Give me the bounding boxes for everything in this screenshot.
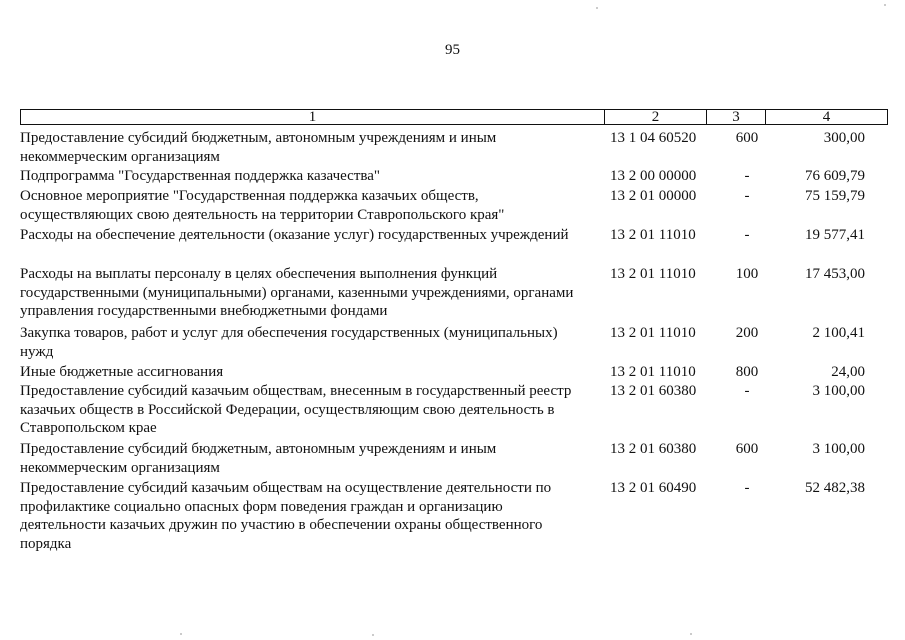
row-amount: 52 482,38 [805,480,865,496]
row-amount: 300,00 [823,130,865,146]
row-code: 13 2 01 11010 [610,364,696,380]
scan-speck [596,7,598,9]
column-header-2: 2 [605,110,707,125]
row-description: Основное мероприятие "Государственная поддержка казачьих обществ, осуществляющих свою деятельность на территории Ставропольского края" [20,188,505,223]
row-code: 13 2 01 60380 [610,383,697,399]
row-code: 13 2 01 11010 [610,266,696,282]
row-expense-type: 600 [735,130,759,146]
row-code: 13 1 04 60520 [610,130,697,146]
row-expense-type: - [744,227,750,243]
row-amount: 2 100,41 [812,325,865,341]
column-header-4: 4 [766,110,888,125]
column-header-row [21,110,888,125]
row-description: Расходы на обеспечение деятельности (оказание услуг) государственных учреждений [20,227,569,243]
row-amount: 19 577,41 [805,227,865,243]
row-amount: 76 609,79 [805,168,865,184]
row-description: Предоставление субсидий бюджетным, автономным учреждениям и иным некоммерческим организациям [20,130,497,165]
scan-speck [690,633,692,635]
row-description: Предоставление субсидий казачьим обществам, внесенным в государственный реестр казачьих обществ в Российской Федерации, осуществляющим свою деятельность в Ставропольском крае [20,383,572,436]
row-amount: 24,00 [831,364,865,380]
row-description: Расходы на выплаты персоналу в целях обеспечения выполнения функций государственными (муниципальными) органами, казенными учреждениями, органами управления государственными внебюджетными фондами [20,266,574,319]
row-expense-type: - [744,168,750,184]
row-description: Закупка товаров, работ и услуг для обеспечения государственных (муниципальных) нужд [20,325,558,360]
row-description: Предоставление субсидий бюджетным, автономным учреждениям и иным некоммерческим организациям [20,441,497,476]
row-amount: 75 159,79 [805,188,865,204]
row-expense-type: 200 [735,325,759,341]
page-number: 95 [445,42,460,58]
column-header-table [20,109,888,125]
row-expense-type: - [744,383,750,399]
row-description: Подпрограмма "Государственная поддержка казачества" [20,168,381,184]
scan-speck [180,633,182,635]
row-description: Предоставление субсидий казачьим обществам на осуществление деятельности по профилактике социально опасных форм поведения граждан и организацию деятельности казачьих дружин по участию в обеспечении охраны общественного порядка [20,480,552,552]
row-expense-type: 600 [735,441,759,457]
row-expense-type: - [744,480,750,496]
scan-speck [372,634,374,636]
row-code: 13 2 01 11010 [610,227,696,243]
row-code: 13 2 00 00000 [610,168,697,184]
row-code: 13 2 01 00000 [610,188,697,204]
row-expense-type: 800 [735,364,759,380]
row-code: 13 2 01 60380 [610,441,697,457]
row-expense-type: - [744,188,750,204]
scan-speck [884,4,886,6]
row-description: Иные бюджетные ассигнования [20,364,224,380]
row-amount: 3 100,00 [812,441,865,457]
column-header-1: 1 [21,110,605,125]
column-header-3: 3 [707,110,766,125]
row-code: 13 2 01 60490 [610,480,697,496]
row-amount: 17 453,00 [805,266,865,282]
row-code: 13 2 01 11010 [610,325,696,341]
row-expense-type: 100 [735,266,759,282]
row-amount: 3 100,00 [812,383,865,399]
